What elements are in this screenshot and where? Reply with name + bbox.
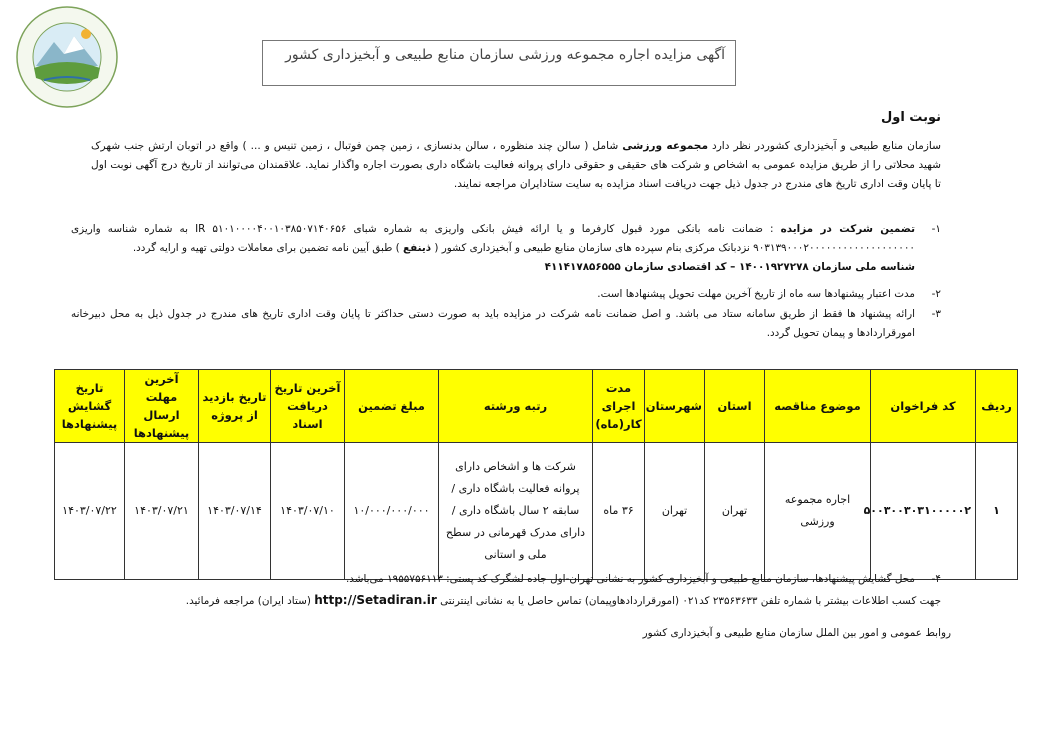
header-province: استان <box>705 370 765 443</box>
header-city: شهرستان <box>645 370 705 443</box>
table-header-row <box>55 370 1018 443</box>
tender-table <box>54 369 1018 580</box>
table-row <box>55 443 1018 580</box>
header-subject: موضوع مناقصه <box>765 370 871 443</box>
cell-guarantee-amount: ۱۰/۰۰۰/۰۰۰/۰۰۰ <box>345 443 439 580</box>
cell-rank: شرکت ها و اشخاص دارای پروانه فعالیت باشگاه داری / سابقه ۲ سال باشگاه داری / دارای مدرک قهرمانی در سطح ملی و استانی <box>439 443 593 580</box>
contact-line: جهت کسب اطلاعات بیشتر با شماره تلفن ۲۳۵۶۳۶۳۳ کد۰۲۱ (امورقراردادها‌و‌پیمان) تماس حاصل یا به نشانی اینترنتی http://Setadiran.ir (ستاد ایران) مراجعه فرمائید. <box>185 593 941 607</box>
cell-visit-date: ۱۴۰۳/۰۷/۱۴ <box>199 443 271 580</box>
header-guarantee-amount: مبلغ تضمین <box>345 370 439 443</box>
item-guarantee: ۱- تضمین شرکت در مزایده : ضمانت نامه بانکی مورد قبول کارفرما و یا ارائه فیش بانکی واریزی به شماره شبای IR ۵۱۰۱۰۰۰۰۴۰۰۱۰۳۸۵۰۷۱۴۰۶۵۶ به شماره شناسه واریزی ۹۰۳۱۳۹۰۰۰۲۰۰۰۰۰۰۰۰۰۰۰۰۰۰۰۰۰۰۰ نزدبانک مرکزی بنام سپرده های سازمان منابع طبیعی و آبخیزداری کشور ( ذینفع ) طبق آیین نامه تضمین برای معاملات دولتی تهیه و ارایه گردد. شناسه ملی سازمان ۱۴۰۰۱۹۲۷۲۷۸ – کد اقتصادی سازمان ۴۱۱۴۱۷۸۵۶۵۵۵ <box>71 223 941 273</box>
header-opening-date: تاریخ گشایش پیشنهادها <box>55 370 125 443</box>
header-row-number: ردیف <box>976 370 1018 443</box>
setadiran-link[interactable]: http://Setadiran.ir <box>314 593 437 607</box>
cell-call-code: ۵۰۰۳۰۰۳۰۳۱۰۰۰۰۰۲ <box>871 443 976 580</box>
organization-logo <box>14 4 120 110</box>
cell-duration: ۳۶ ماه <box>593 443 645 580</box>
header-visit-date: تاریخ بازدید از پروژه <box>199 370 271 443</box>
cell-opening-date: ۱۴۰۳/۰۷/۲۲ <box>55 443 125 580</box>
cell-province: تهران <box>705 443 765 580</box>
notice-title: آگهی مزایده اجاره مجموعه ورزشی سازمان منابع طبیعی و آبخیزداری کشور <box>262 40 736 86</box>
item-opening-location: ۴- محل گشایش پیشنهادها، سازمان منابع طبیعی و آبخیزداری کشور به نشانی تهران-اول جاده لشگرک کد پستی: ۱۹۵۵۷۵۶۱۱۳ می‌باشد. <box>346 573 941 585</box>
header-duration: مدت اجرای کار(ماه) <box>593 370 645 443</box>
item-validity: ۲- مدت اعتبار پیشنهادها سه ماه از تاریخ آخرین مهلت تحویل پیشنهادها است. <box>597 288 941 300</box>
round-heading: نوبت اول <box>880 110 941 125</box>
header-submit-deadline: آخرین مهلت ارسال پیشنهادها <box>125 370 199 443</box>
item-submission: ۳- ارائه پیشنهاد ها فقط از طریق سامانه ستاد می باشد. و اصل ضمانت نامه شرکت در مزایده باید به صورت دستی حداکثر تا پایان وقت اداری تاریخ های مندرج در جدول ذیل به محل دبیرخانه امورقراردادها و پیمان تحویل گردد. <box>71 308 941 339</box>
national-id-line: شناسه ملی سازمان ۱۴۰۰۱۹۲۷۲۷۸ – کد اقتصادی سازمان ۴۱۱۴۱۷۸۵۶۵۵۵ <box>544 261 915 273</box>
header-call-code: کد فراخوان <box>871 370 976 443</box>
cell-submit-deadline: ۱۴۰۳/۰۷/۲۱ <box>125 443 199 580</box>
cell-doc-deadline: ۱۴۰۳/۰۷/۱۰ <box>271 443 345 580</box>
cell-subject: اجاره مجموعه ورزشی <box>765 443 871 580</box>
cell-city: تهران <box>645 443 705 580</box>
intro-paragraph: سازمان منابع طبیعی و آبخیزداری کشوردر نظر دارد مجموعه ورزشی شامل ( سالن چند منظوره ، سالن بدنسازی ، زمین چمن فوتبال ، زمین تنیس و ... ) واقع در اتوبان ارتش جنب شهرک شهید محلاتی را از طریق مزایده عمومی به اشخاص و شرکت های حقیقی و حقوقی دارای پروانه فعالیت باشگاه داری بصورت اجاره واگذار نماید. علاقمندان می‌توانند از تاریخ درج آگهی نوبت اول تا پایان وقت اداری تاریخ های مندرج در جدول ذیل جهت دریافت اسناد مزایده به سایت ستادایران مراجعه نمایند. <box>91 140 941 190</box>
signature: روابط عمومی و امور بین الملل سازمان منابع طبیعی و آبخیزداری کشور <box>642 627 951 639</box>
cell-row-number: ۱ <box>976 443 1018 580</box>
header-doc-deadline: آخرین تاریخ دریافت اسناد <box>271 370 345 443</box>
header-rank: رتبه ورشته <box>439 370 593 443</box>
